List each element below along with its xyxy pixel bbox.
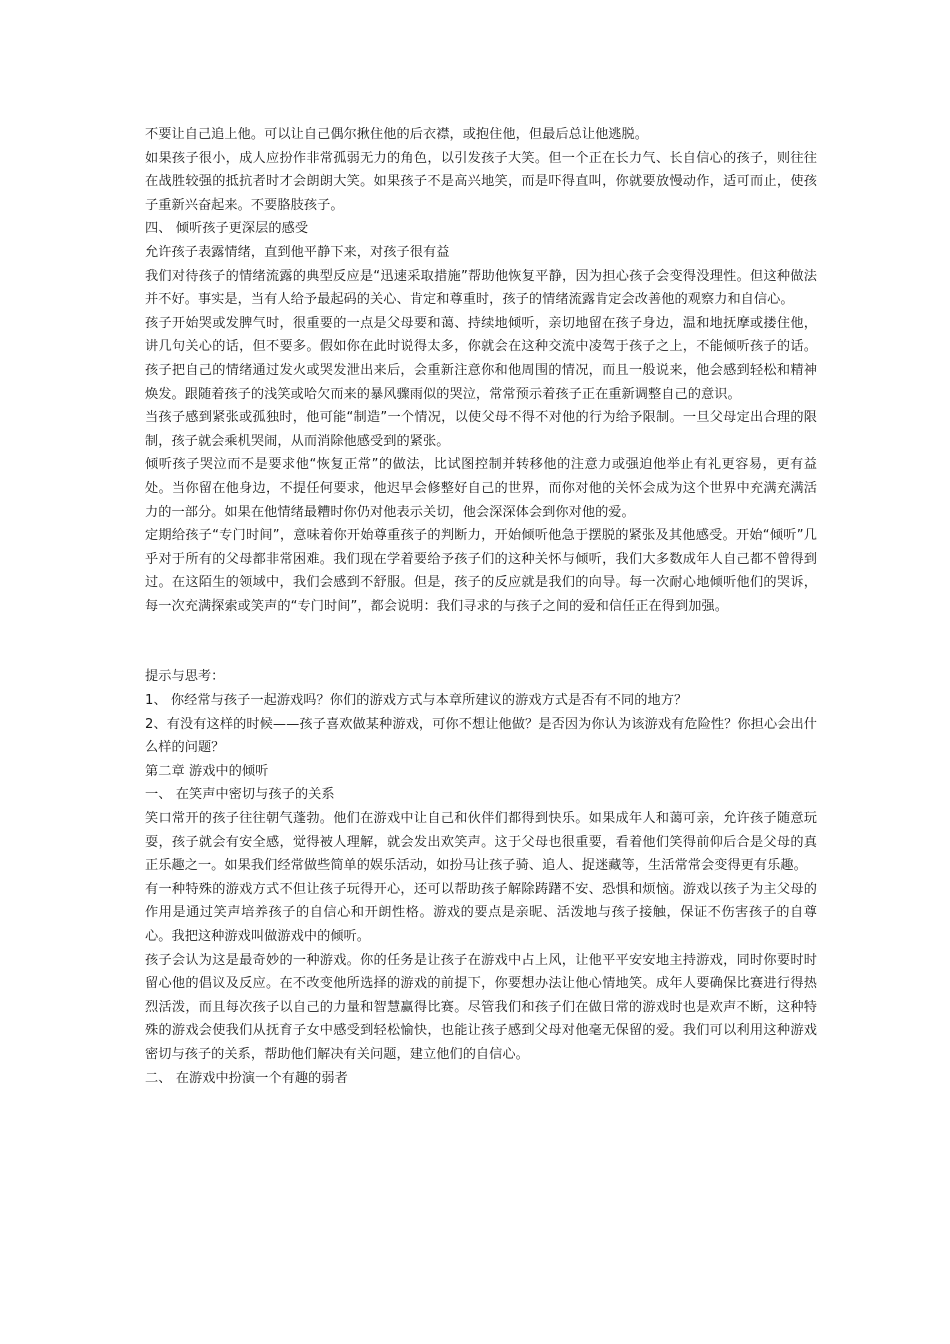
blank-line [145,618,817,665]
section-heading-4: 四、 倾听孩子更深层的感受 [145,221,309,237]
section-heading-2: 二、 在游戏中扮演一个有趣的弱者 [145,1070,348,1086]
document-body [145,123,817,1090]
paragraph-typical-reaction: 我们对待孩子的情绪流露的典型反应是“迅速采取措施”帮助他恢复平静，因为担心孩子会变得没理性。但这种做法并不好。事实是，当有人给予最起码的关心、肯定和尊重时，孩子的情绪流露肯定会改善他的观察力和自信心。 [145,268,817,308]
paragraph-special-game: 有一种特殊的游戏方式不但让孩子玩得开心，还可以帮助孩子解除踌躇不安、恐惧和烦恼。游戏以孩子为主父母的作用是通过笑声培养孩子的自信心和开朗性格。游戏的要点是亲昵、活泼地与孩子接触，保证不伤害孩子的自尊心。我把这种游戏叫做游戏中的倾听。 [145,881,817,944]
section-heading-1: 一、 在笑声中密切与孩子的关系 [145,787,335,803]
paragraph-special-time: 定期给孩子“专门时间”，意味着你开始尊重孩子的判断力，开始倾听他急于摆脱的紧张及其他感受。开始“倾听”几乎对于所有的父母都非常困难。我们现在学着要给予孩子们的这种关怀与倾听，我们大多数成年人自己都不曾得到过。在这陌生的领域中，我们会感到不舒服。但是，孩子的反应就是我们的向导。每一次耐心地倾听他们的哭诉，每一次充满探索或笑声的“专门时间”，都会说明：我们寻求的与孩子之间的爱和信任正在得到加强。 [145,528,817,614]
paragraph-chase-game: 不要让自己追上他。可以让自己偶尔揪住他的后衣襟，或抱住他，但最后总让他逃脱。 [145,127,649,142]
paragraph-most-wonderful-game: 孩子会认为这是最奇妙的一种游戏。你的任务是让孩子在游戏中占上风，让他平平安安地主持游戏，同时你要时时留心他的倡议及反应。在不改变他所选择的游戏的前提下，你要想办法让他心情地笑。成年人要确保比赛进行得热烈活泼，而且每次孩子以自己的力量和智慧赢得比赛。尽管我们和孩子们在做日常的游戏时也是欢声不断，这种特殊的游戏会使我们从抚育子女中感受到轻松愉快，也能让孩子感到父母对他毫无保留的爱。我们可以利用这种游戏密切与孩子的关系，帮助他们解决有关问题，建立他们的自信心。 [145,952,817,1062]
tip-question-2: 2、有没有这样的时候——孩子喜欢做某种游戏，可你不想让他做？是否因为你认为该游戏有危险性？你担心会出什么样的问题？ [145,716,817,756]
paragraph-crying-tantrum: 孩子开始哭或发脾气时，很重要的一点是父母要和蔼、持续地倾听，亲切地留在孩子身边，温和地抚摩或搂住他，讲几句关心的话，但不要多。假如你在此时说得太多，你就会在这种交流中凌驾于孩子之上，不能倾听孩子的话。孩子把自己的情绪通过发火或哭发泄出来后，会重新注意你和他周围的情况，而且一般说来，他会感到轻松和精神焕发。跟随着孩子的浅笑或哈欠而来的暴风骤雨似的哭泣，常常预示着孩子正在重新调整自己的意识。 [145,315,817,402]
paragraph-laughing-children: 笑口常开的孩子往往朝气蓬勃。他们在游戏中让自己和伙伴们都得到快乐。如果成年人和蔼可亲，允许孩子随意玩耍，孩子就会有安全感，觉得被人理解，就会发出欢笑声。这于父母也很重要，看着他们笑得前仰后合是父母的真正乐趣之一。如果我们经常做些简单的娱乐活动，如扮马让孩子骑、追人、捉迷藏等，生活常常会变得更有乐趣。 [145,811,817,874]
tips-heading: 提示与思考： [145,669,225,685]
subheading-allow-emotions: 允许孩子表露情绪，直到他平静下来，对孩子很有益 [145,244,450,260]
chapter-heading-2: 第二章 游戏中的倾听 [145,763,269,779]
paragraph-small-child-laugh: 如果孩子很小，成人应扮作非常孤弱无力的角色，以引发孩子大笑。但一个正在长力气、长自信心的孩子，则往往在战胜较强的抵抗者时才会朗朗大笑。如果孩子不是高兴地笑，而是吓得直叫，你就要放慢动作，适可而止，使孩子重新兴奋起来。不要胳肢孩子。 [145,150,817,213]
paragraph-tension-limits: 当孩子感到紧张或孤独时，他可能“制造”一个情况，以使父母不得不对他的行为给予限制。一旦父母定出合理的限制，孩子就会乘机哭闹，从而消除他感受到的紧张。 [145,410,817,449]
paragraph-listen-crying: 倾听孩子哭泣而不是要求他“恢复正常”的做法，比试图控制并转移他的注意力或强迫他举止有礼更容易，更有益处。当你留在他身边，不提任何要求，他迟早会修整好自己的世界，而你对他的关怀会成为这个世界中充满充满活力的一部分。如果在他情绪最糟时你仍对他表示关切，他会深深体会到你对他的爱。 [145,457,817,520]
tip-question-1: 1、 你经常与孩子一起游戏吗？你们的游戏方式与本章所建议的游戏方式是否有不同的地方？ [145,693,688,709]
